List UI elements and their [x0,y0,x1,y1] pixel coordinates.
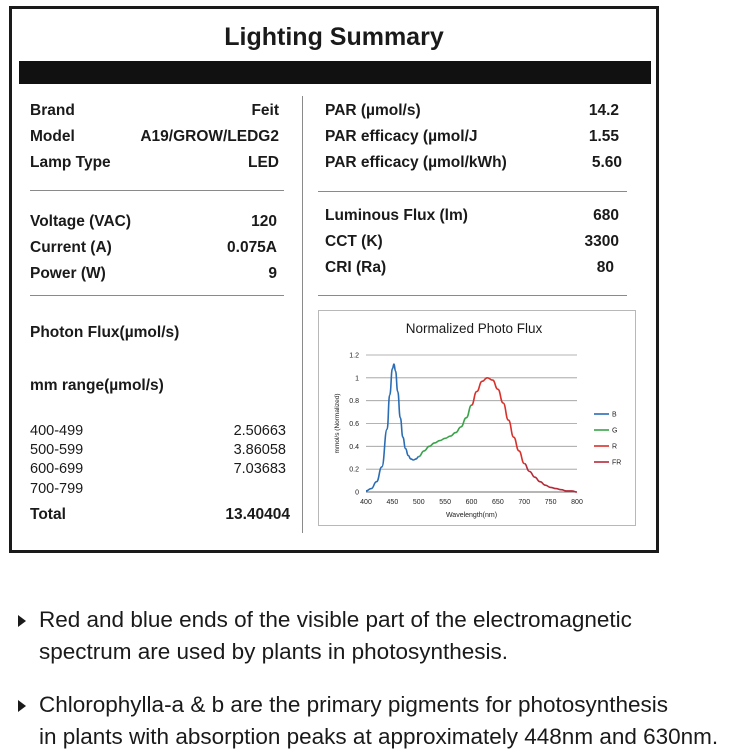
flux-range: 400-499 [30,423,84,439]
x-tick-label: 650 [492,499,504,506]
spec-label: PAR (µmol/s) [325,102,421,119]
spec-label: PAR efficacy (µmol/kWh) [325,154,507,171]
spec-value: 80 [596,259,614,276]
flux-range: 500-599 [30,442,84,458]
spec-label: Current (A) [30,239,112,256]
total-label: Total [30,506,66,523]
y-tick-label: 0.4 [349,443,359,451]
x-axis-label: Wavelength(nm) [445,512,498,519]
spec-label: Power (W) [30,265,106,282]
spec-value: 3300 [584,233,619,250]
spec-value: 5.60 [591,154,622,171]
x-tick-label: 800 [571,499,583,506]
spec-label: CCT (K) [325,233,383,250]
note-line: Chlorophylla-a & b are the primary pigments for photosynthesis [39,692,669,717]
spec-value: 14.2 [588,102,619,119]
x-tick-label: 500 [412,499,425,506]
y-tick-label: 1.2 [349,352,359,360]
range-heading: mm range(µmol/s) [30,377,164,394]
spec-value: A19/GROW/LEDG2 [140,128,279,145]
divider [30,295,284,296]
chart-title: Normalized Photo Flux [405,321,543,336]
legend-label: FR [612,459,622,467]
y-tick-label: 0.6 [349,421,359,428]
x-tick-label: 700 [518,499,531,506]
photon-flux-heading: Photon Flux(µmol/s) [30,324,180,341]
card-title: Lighting Summary [224,23,444,51]
spec-label: Brand [30,102,75,119]
y-tick-label: 0.2 [349,466,359,474]
spec-value: LED [248,154,279,171]
legend-label: G [612,427,618,435]
spec-label: Lamp Type [30,154,111,171]
x-tick-label: 600 [465,499,478,506]
note-line: in plants with absorption peaks at approximately 448nm and 630nm. [39,724,719,749]
spec-value: Feit [251,102,279,119]
series-line-fr [524,464,577,493]
series-line-b [366,364,419,491]
spec-label: Model [30,128,75,145]
x-tick-label: 750 [544,499,557,506]
spec-value: 9 [268,265,277,282]
spec-label: Luminous Flux (lm) [325,207,468,224]
flux-value: 2.50663 [233,423,286,439]
x-tick-label: 400 [360,499,372,506]
legend-label: B [612,411,617,419]
photon-flux-chart [318,310,636,526]
header-bar [19,61,651,84]
divider [30,190,284,191]
triangle-bullet-icon [18,615,26,627]
flux-value: 7.03683 [233,461,286,477]
note-text [39,604,744,668]
divider [318,191,627,192]
spec-value: 0.075A [227,239,277,256]
flux-range: 600-699 [30,461,84,477]
legend-label: R [612,443,618,451]
column-divider [302,96,303,533]
series-line-r [472,378,525,464]
y-tick-label: 1 [355,375,359,383]
lighting-summary-card [9,6,659,553]
spec-label: CRI (Ra) [325,259,387,276]
series-line-g [419,405,472,456]
y-axis-label: mmol/s (Normalized) [334,393,341,454]
note-text [39,689,744,753]
chart-canvas [319,311,635,525]
triangle-bullet-icon [18,700,26,712]
note-line: Red and blue ends of the visible part of the electromagnetic [39,607,632,632]
note-line: spectrum are used by plants in photosynthesis. [39,639,509,664]
spec-label: PAR efficacy (µmol/J [325,128,478,145]
spec-label: Voltage (VAC) [30,213,132,230]
divider [318,295,627,296]
x-tick-label: 450 [386,499,399,506]
spec-value: 1.55 [588,128,619,145]
flux-value: 3.86058 [233,442,286,458]
y-tick-label: 0 [355,489,359,497]
spec-value: 120 [251,213,277,230]
spec-value: 680 [593,207,619,224]
x-tick-label: 550 [439,499,451,506]
flux-range: 700-799 [30,481,84,497]
y-tick-label: 0.8 [349,398,359,406]
total-value: 13.40404 [225,506,290,523]
